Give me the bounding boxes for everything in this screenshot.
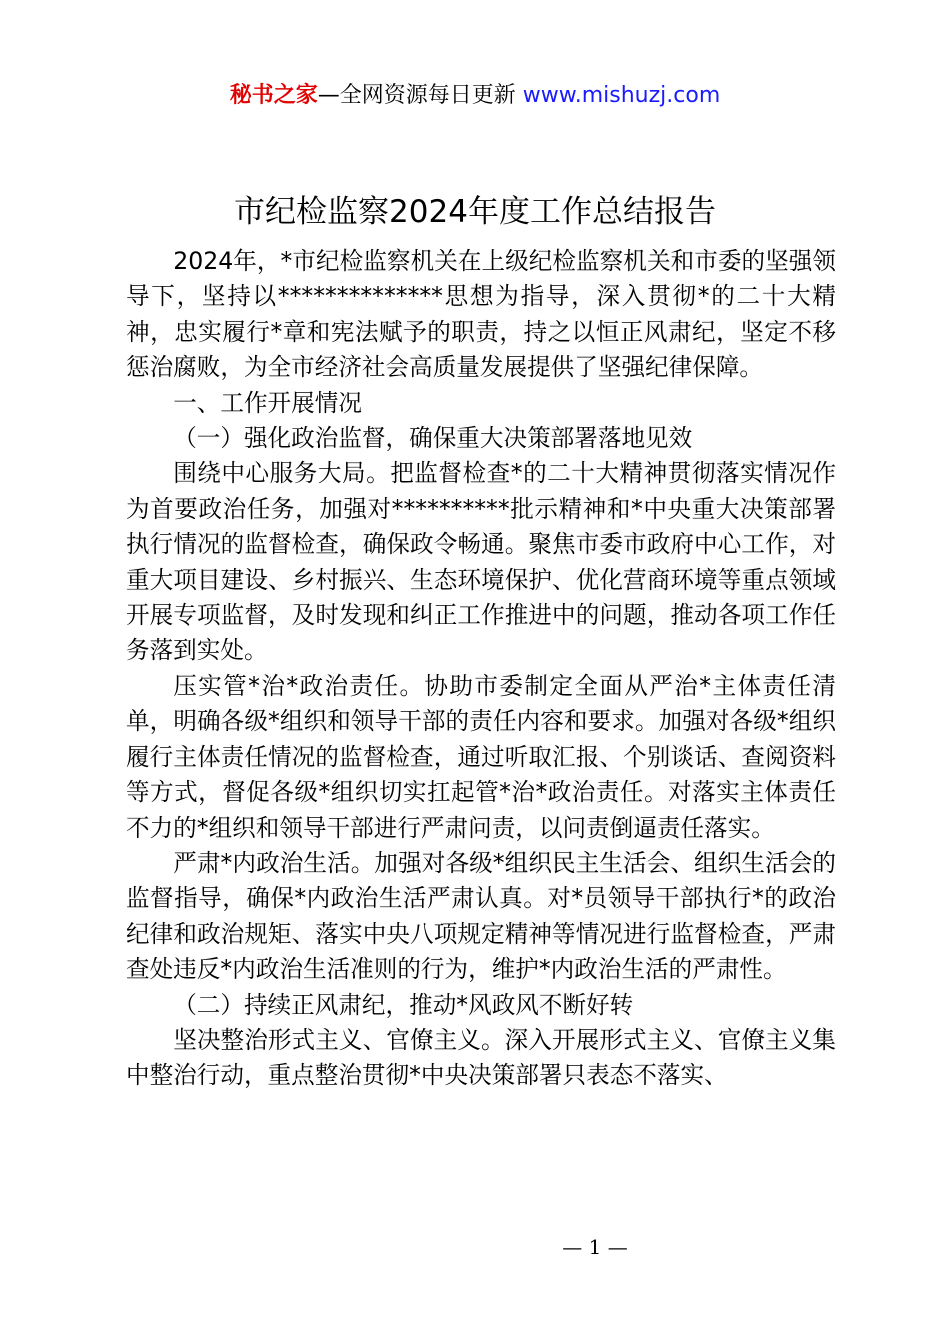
site-tagline: —全网资源每日更新: [317, 83, 523, 108]
page-number: — 1 —: [562, 1235, 628, 1259]
paragraph: 压实管*治*政治责任。协助市委制定全面从严治*主体责任清单，明确各级*组织和领导干部的责任内容和要求。加强对各级*组织履行主体责任情况的监督检查，通过听取汇报、个别谈话、查阅资料等方式，督促各级*组织切实扛起管*治*政治责任。对落实主体责任不力的*组织和领导干部进行严肃问责，以问责倒逼责任落实。: [126, 671, 836, 842]
site-url-link[interactable]: www.mishuzj.com: [522, 83, 721, 108]
site-header: [0, 80, 950, 112]
paragraph: 严肃*内政治生活。加强对各级*组织民主生活会、组织生活会的监督指导，确保*内政治生活严肃认真。对*员领导干部执行*的政治纪律和政治规矩、落实中央八项规定精神等情况进行监督检查，严肃查处违反*内政治生活准则的行为，维护*内政治生活的严肃性。: [126, 848, 836, 984]
document-title: 市纪检监察2024年度工作总结报告: [234, 194, 716, 230]
site-brand: 秘书之家: [229, 83, 318, 108]
subsection-heading: （二）持续正风肃纪，推动*风政风不断好转: [173, 990, 634, 1019]
document-body: [126, 244, 836, 1094]
paragraph-intro: 2024年，*市纪检监察机关在上级纪检监察机关和市委的坚强领导下，坚持以**************思想为指导，深入贯彻*的二十大精神，忠实履行*章和宪法赋予的职责，持之以恒正风肃纪，坚定不移惩治腐败，为全市经济社会高质量发展提供了坚强纪律保障。: [126, 247, 836, 382]
paragraph: 围绕中心服务大局。把监督检查*的二十大精神贯彻落实情况作为首要政治任务，加强对**********批示精神和*中央重大决策部署执行情况的监督检查，确保政令畅通。聚焦市委市政府中心工作，对重大项目建设、乡村振兴、生态环境保护、优化营商环境等重点领域开展专项监督，及时发现和纠正工作推进中的问题，推动各项工作任务落到实处。: [126, 459, 836, 665]
paragraph: 坚决整治形式主义、官僚主义。深入开展形式主义、官僚主义集中整治行动，重点整治贯彻*中央决策部署只表态不落实、: [126, 1025, 836, 1090]
subsection-heading: （一）强化政治监督，确保重大决策部署落地见效: [173, 424, 693, 453]
section-heading: 一、工作开展情况: [173, 388, 362, 417]
